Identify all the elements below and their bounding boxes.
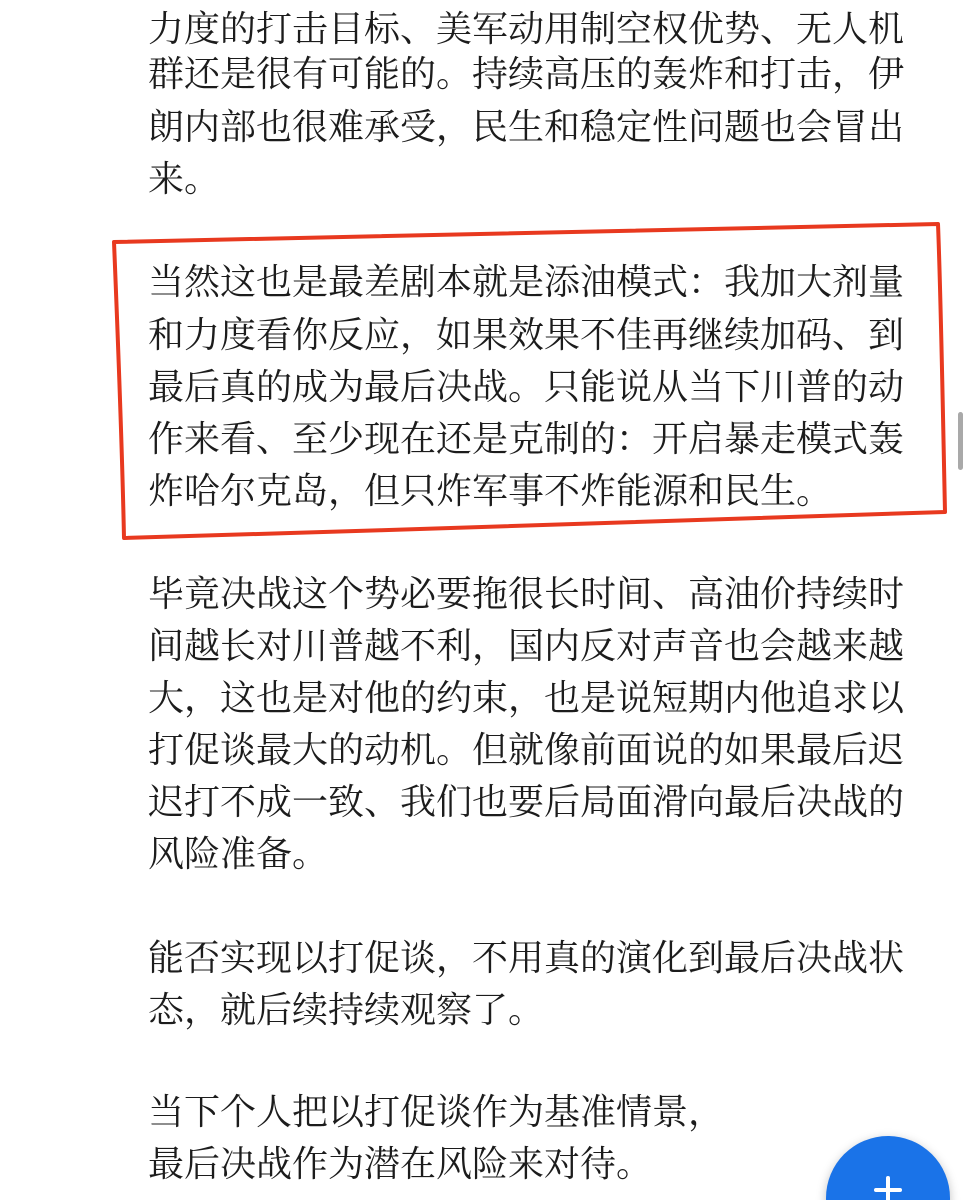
- paragraph-3-line-3: 大，这也是对他的约束，也是说短期内他追求以: [148, 678, 905, 719]
- paragraph-2-line-3: 最后真的成为最后决战。只能说从当下川普的动: [148, 367, 905, 408]
- paragraph-1-line-1: 力度的打击目标、美军动用制空权优势、无人机: [148, 9, 905, 50]
- paragraph-3-line-1: 毕竟决战这个势必要拖很长时间、高油价持续时: [148, 574, 905, 615]
- paragraph-3-line-4: 打促谈最大的动机。但就像前面说的如果最后迟: [148, 730, 905, 771]
- paragraph-4-line-2: 态，就后续持续观察了。: [148, 990, 545, 1031]
- paragraph-5-line-1: 当下个人把以打促谈作为基准情景，: [148, 1092, 725, 1133]
- paragraph-3-line-5: 迟打不成一致、我们也要后局面滑向最后决战的: [148, 782, 905, 823]
- paragraph-2-line-1: 当然这也是最差剧本就是添油模式：我加大剂量: [148, 262, 905, 303]
- paragraph-5-line-2: 最后决战作为潜在风险来对待。: [148, 1144, 653, 1185]
- paragraph-1-line-4: 来。: [148, 159, 221, 200]
- paragraph-1-line-3: 朗内部也很难承受，民生和稳定性问题也会冒出: [148, 107, 905, 148]
- paragraph-2-line-4: 作来看、至少现在还是克制的：开启暴走模式轰: [148, 419, 905, 460]
- paragraph-2-line-5: 炸哈尔克岛，但只炸军事不炸能源和民生。: [148, 471, 833, 512]
- paragraph-4-line-1: 能否实现以打促谈，不用真的演化到最后决战状: [148, 938, 905, 979]
- paragraph-3-line-2: 间越长对川普越不利，国内反对声音也会越来越: [148, 626, 905, 667]
- paragraph-1-line-2: 群还是很有可能的。持续高压的轰炸和打击，伊: [148, 54, 905, 95]
- add-fab-button[interactable]: [826, 1136, 950, 1200]
- paragraph-2-line-2: 和力度看你反应，如果效果不佳再继续加码、到: [148, 315, 905, 356]
- paragraph-3-line-6: 风险准备。: [148, 834, 329, 875]
- scrollbar-thumb[interactable]: [958, 412, 963, 470]
